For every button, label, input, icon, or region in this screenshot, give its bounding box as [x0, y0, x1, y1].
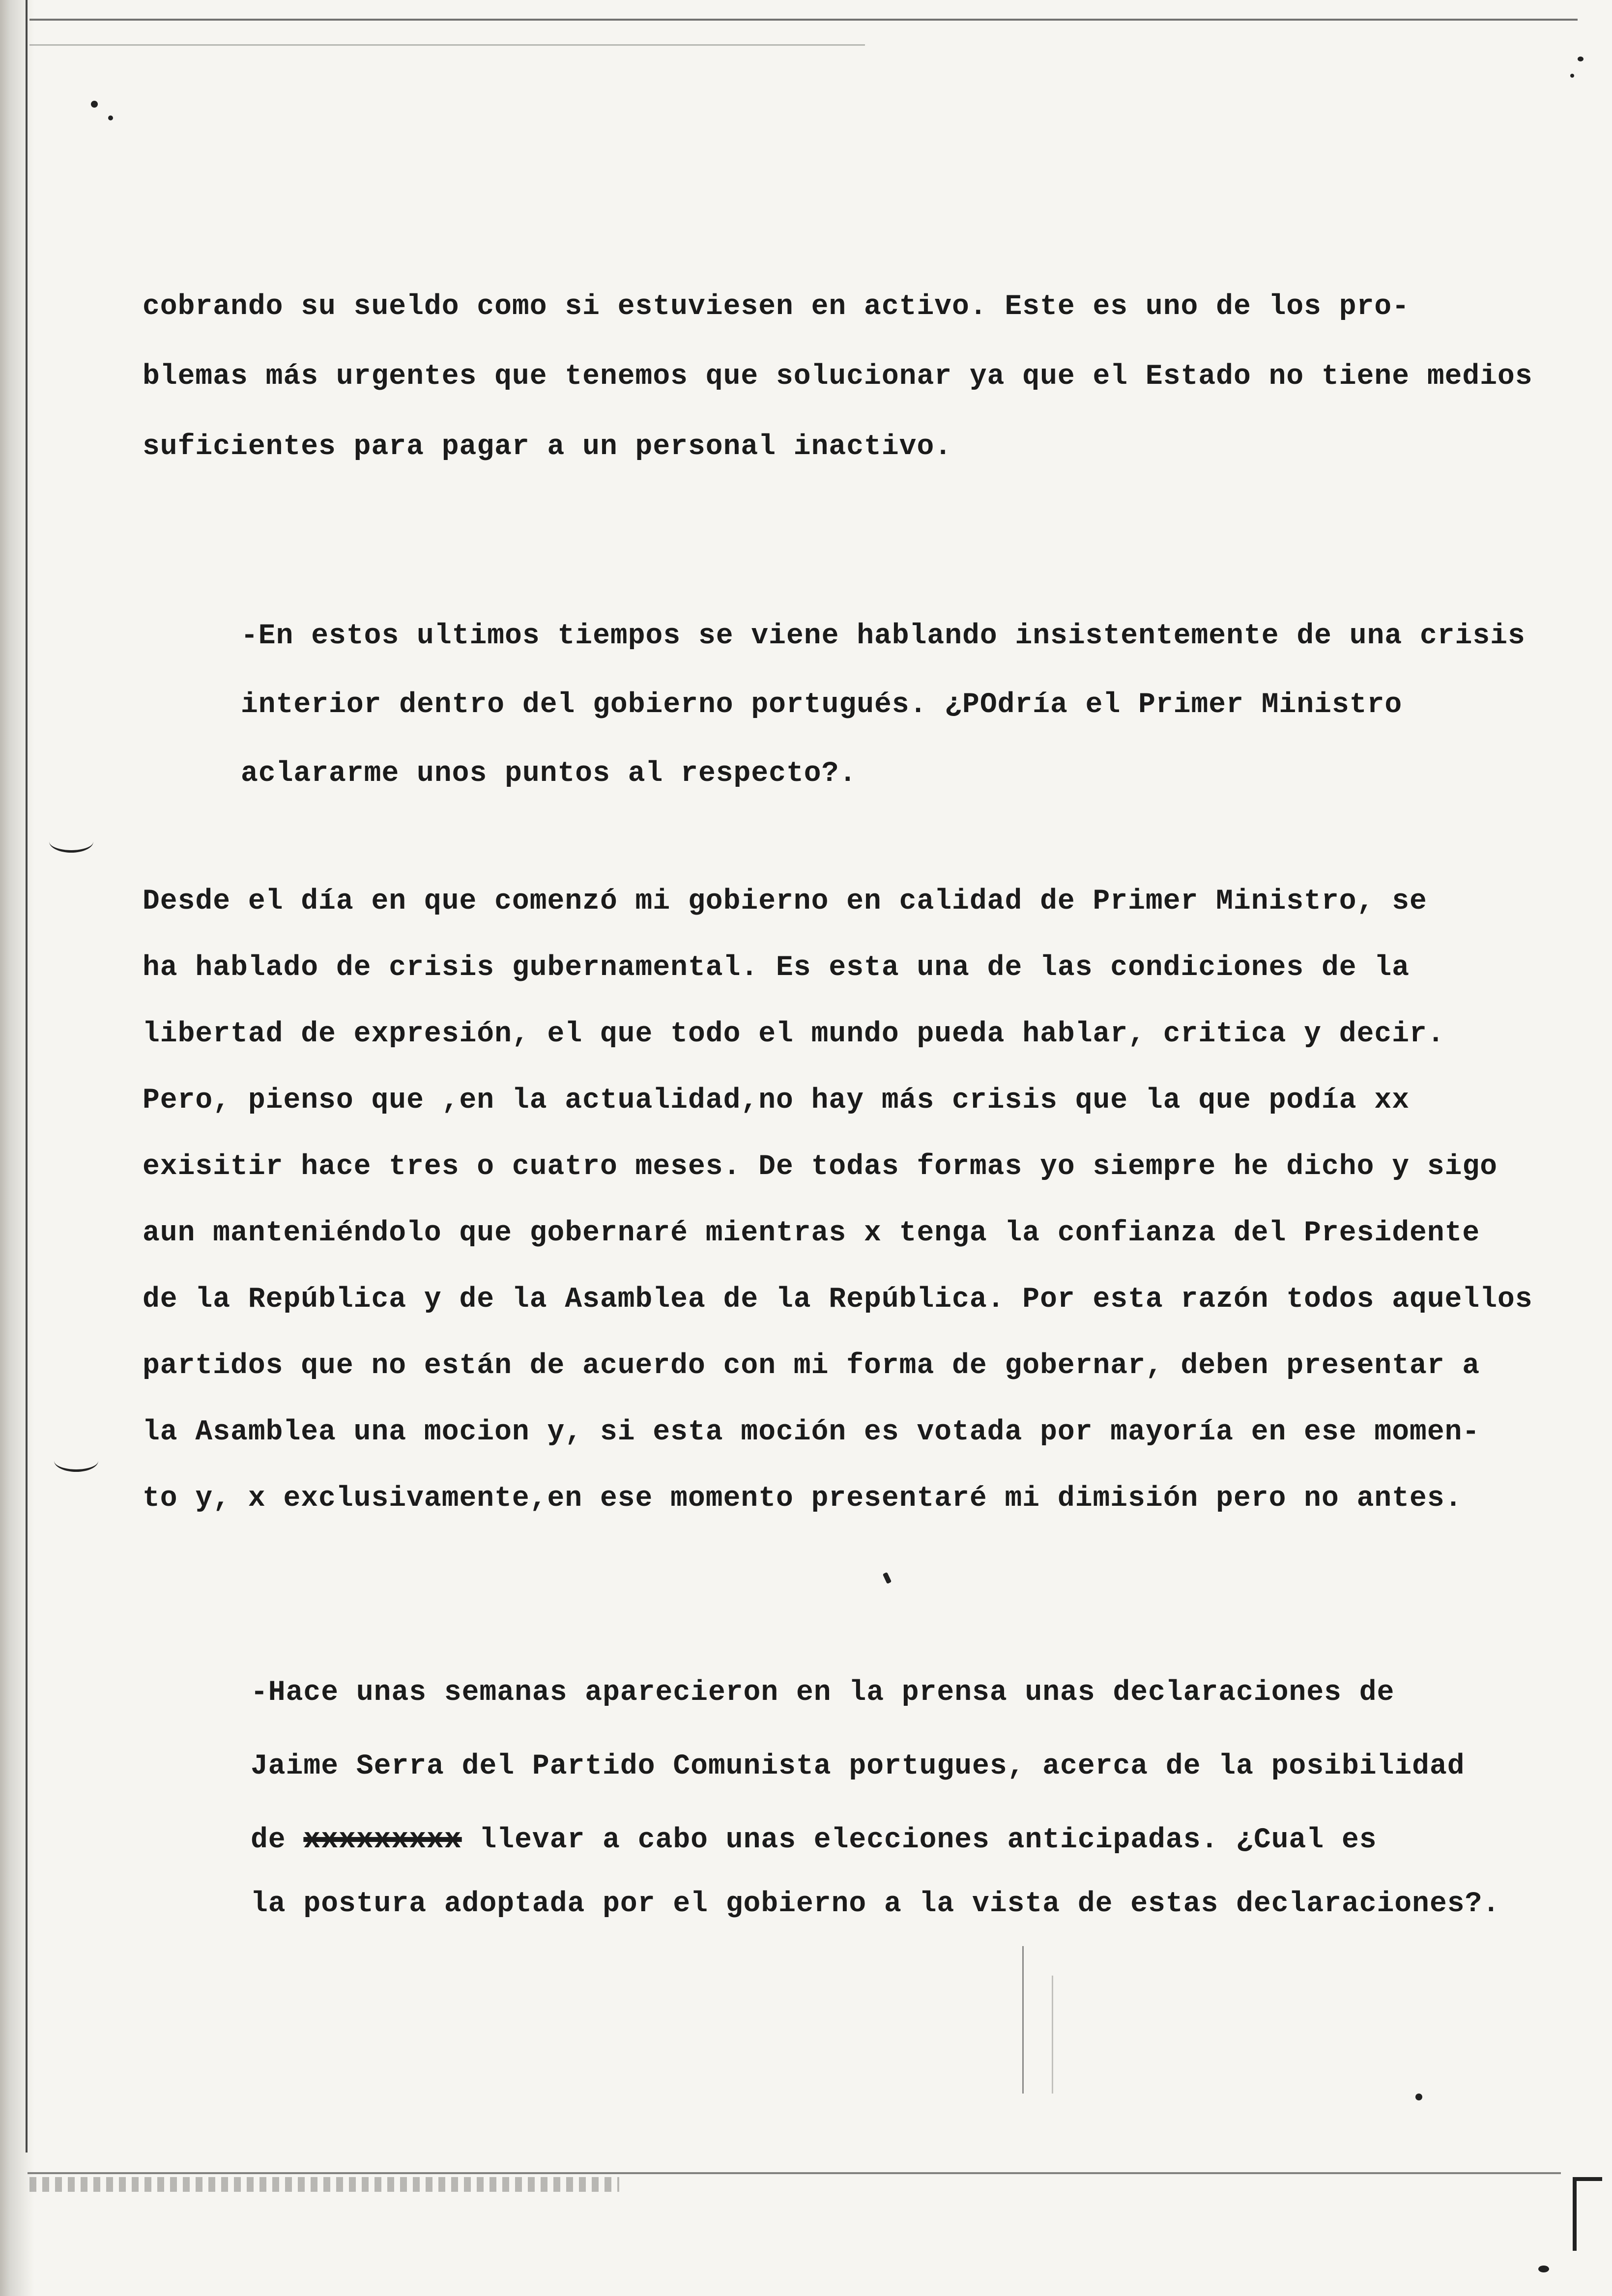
scan-corner-mark	[1573, 2177, 1602, 2181]
margin-arc-mark	[49, 831, 93, 853]
answer-1-line-5: exisitir hace tres o cuatro meses. De todas formas yo siempre he dicho y sigo	[143, 1151, 1498, 1183]
answer-1-line-7: de la República y de la Asamblea de la República. Por esta razón todos aquellos	[143, 1284, 1533, 1316]
scan-edge-line	[26, 0, 28, 2152]
scan-vertical-streak	[1052, 1976, 1053, 2094]
answer-1-line-8: partidos que no están de acuerdo con mi forma de gobernar, deben presentar a	[143, 1350, 1480, 1382]
ink-speck	[91, 101, 98, 108]
line-prefix: de	[251, 1824, 304, 1856]
line-suffix: llevar a cabo unas elecciones anticipadas. ¿Cual es	[461, 1824, 1377, 1856]
ink-speck	[108, 115, 113, 120]
answer-1-line-6: aun manteniéndolo que gobernaré mientras x tenga la confianza del Presidente	[143, 1217, 1480, 1249]
question-1-line-3: aclararme unos puntos al respecto?.	[241, 758, 857, 790]
scan-edge-left	[0, 0, 34, 2296]
answer-1-line-10: to y, x exclusivamente,en ese momento presentaré mi dimisión pero no antes.	[143, 1483, 1463, 1515]
answer-1-line-9: la Asamblea una mocion y, si esta moción es votada por mayoría en ese momen-	[143, 1416, 1480, 1448]
ink-mark	[883, 1572, 892, 1584]
question-2-line-3	[251, 1823, 1377, 1858]
text-line-1: cobrando su sueldo como si estuviesen en activo. Este es uno de los pro-	[143, 291, 1410, 323]
ink-speck	[1415, 2094, 1422, 2100]
scan-vertical-streak	[1022, 1946, 1024, 2094]
answer-1-line-2: ha hablado de crisis gubernamental. Es esta una de las condiciones de la	[143, 952, 1410, 984]
scan-edge-bottom	[28, 2172, 1561, 2174]
question-2-line-2: Jaime Serra del Partido Comunista portugues, acerca de la posibilidad	[251, 1751, 1465, 1782]
margin-arc-mark	[54, 1450, 98, 1472]
struck-out-text: xxxxxxxxx	[303, 1824, 462, 1856]
text-line-3: suficientes para pagar a un personal inactivo.	[143, 431, 952, 463]
answer-1-line-1: Desde el día en que comenzó mi gobierno en calidad de Primer Ministro, se	[143, 886, 1427, 918]
ink-speck	[1570, 74, 1574, 78]
question-1-line-1: -En estos ultimos tiempos se viene hablando insistentemente de una crisis	[241, 620, 1526, 652]
text-line-2: blemas más urgentes que tenemos que solucionar ya que el Estado no tiene medios	[143, 361, 1533, 393]
ink-speck	[1538, 2266, 1549, 2272]
answer-1-line-4: Pero, pienso que ,en la actualidad,no hay más crisis que la que podía xx	[143, 1085, 1410, 1117]
question-2-line-4: la postura adoptada por el gobierno a la vista de estas declaraciones?.	[251, 1888, 1500, 1920]
scan-noise-bottom	[29, 2177, 619, 2192]
answer-1-line-3: libertad de expresión, el que todo el mundo pueda hablar, critica y decir.	[143, 1018, 1445, 1050]
question-2-line-1: -Hace unas semanas aparecieron en la prensa unas declaraciones de	[251, 1677, 1395, 1709]
ink-speck	[1578, 57, 1583, 61]
scan-corner-mark	[1573, 2177, 1577, 2251]
scan-edge-top	[29, 19, 1578, 21]
scan-edge-top-faint	[29, 44, 865, 46]
question-1-line-2: interior dentro del gobierno portugués. ¿POdría el Primer Ministro	[241, 689, 1403, 721]
